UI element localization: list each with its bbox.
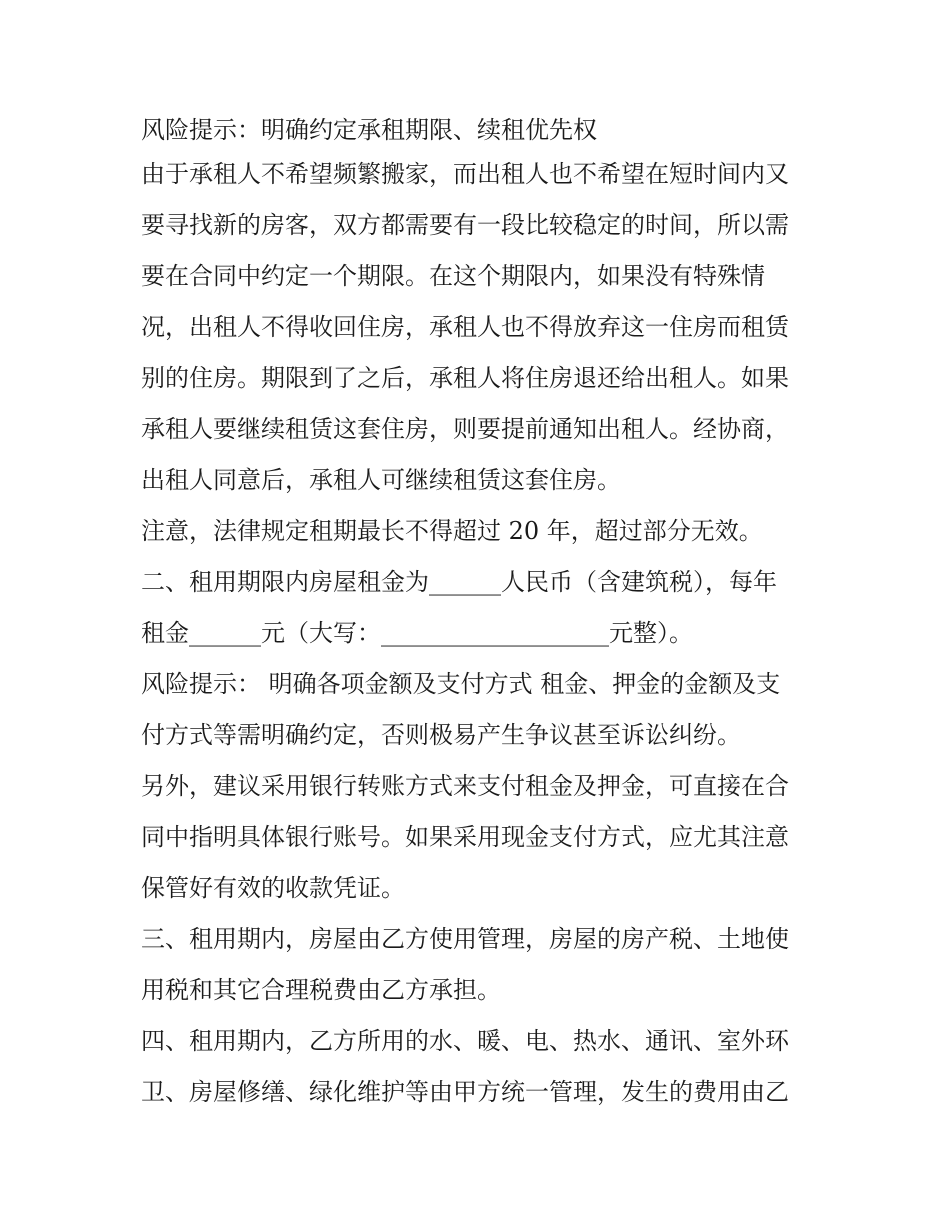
text-line: 要寻找新的房客，双方都需要有一段比较稳定的时间，所以需 bbox=[141, 211, 789, 239]
text-line: 三、租用期内，房屋由乙方使用管理，房屋的房产税、土地使 bbox=[141, 925, 789, 953]
text-line: 付方式等需明确约定，否则极易产生争议甚至诉讼纠纷。 bbox=[141, 721, 741, 749]
text-line: 另外，建议采用银行转账方式来支付租金及押金，可直接在合 bbox=[141, 772, 789, 800]
text-line: 况，出租人不得收回住房，承租人也不得放弃这一住房而租赁 bbox=[141, 313, 789, 341]
text-line: 租金______元（大写：___________________元整）。 bbox=[141, 619, 693, 647]
text-line: 四、租用期内，乙方所用的水、暖、电、热水、通讯、室外环 bbox=[141, 1027, 789, 1055]
document-body bbox=[141, 110, 821, 1123]
text-line: 卫、房屋修缮、绿化维护等由甲方统一管理，发生的费用由乙 bbox=[141, 1078, 789, 1106]
text-line: 二、租用期限内房屋租金为______人民币（含建筑税），每年 bbox=[141, 568, 777, 596]
text-line: 用税和其它合理税费由乙方承担。 bbox=[141, 976, 501, 1004]
text-line: 注意，法律规定租期最长不得超过 20 年，超过部分无效。 bbox=[141, 517, 763, 545]
text-line: 风险提示：明确约定承租期限、续租优先权 bbox=[141, 116, 597, 144]
text-line: 出租人同意后，承租人可继续租赁这套住房。 bbox=[141, 466, 621, 494]
text-line: 由于承租人不希望频繁搬家，而出租人也不希望在短时间内又 bbox=[141, 160, 789, 188]
text-line: 同中指明具体银行账号。如果采用现金支付方式，应尤其注意 bbox=[141, 823, 789, 851]
text-line: 承租人要继续租赁这套住房，则要提前通知出租人。经协商， bbox=[141, 415, 789, 443]
text-line: 保管好有效的收款凭证。 bbox=[141, 874, 405, 902]
text-line: 别的住房。期限到了之后，承租人将住房退还给出租人。如果 bbox=[141, 364, 789, 392]
text-line: 风险提示： 明确各项金额及支付方式 租金、押金的金额及支 bbox=[141, 670, 781, 698]
text-line: 要在合同中约定一个期限。在这个期限内，如果没有特殊情 bbox=[141, 262, 765, 290]
